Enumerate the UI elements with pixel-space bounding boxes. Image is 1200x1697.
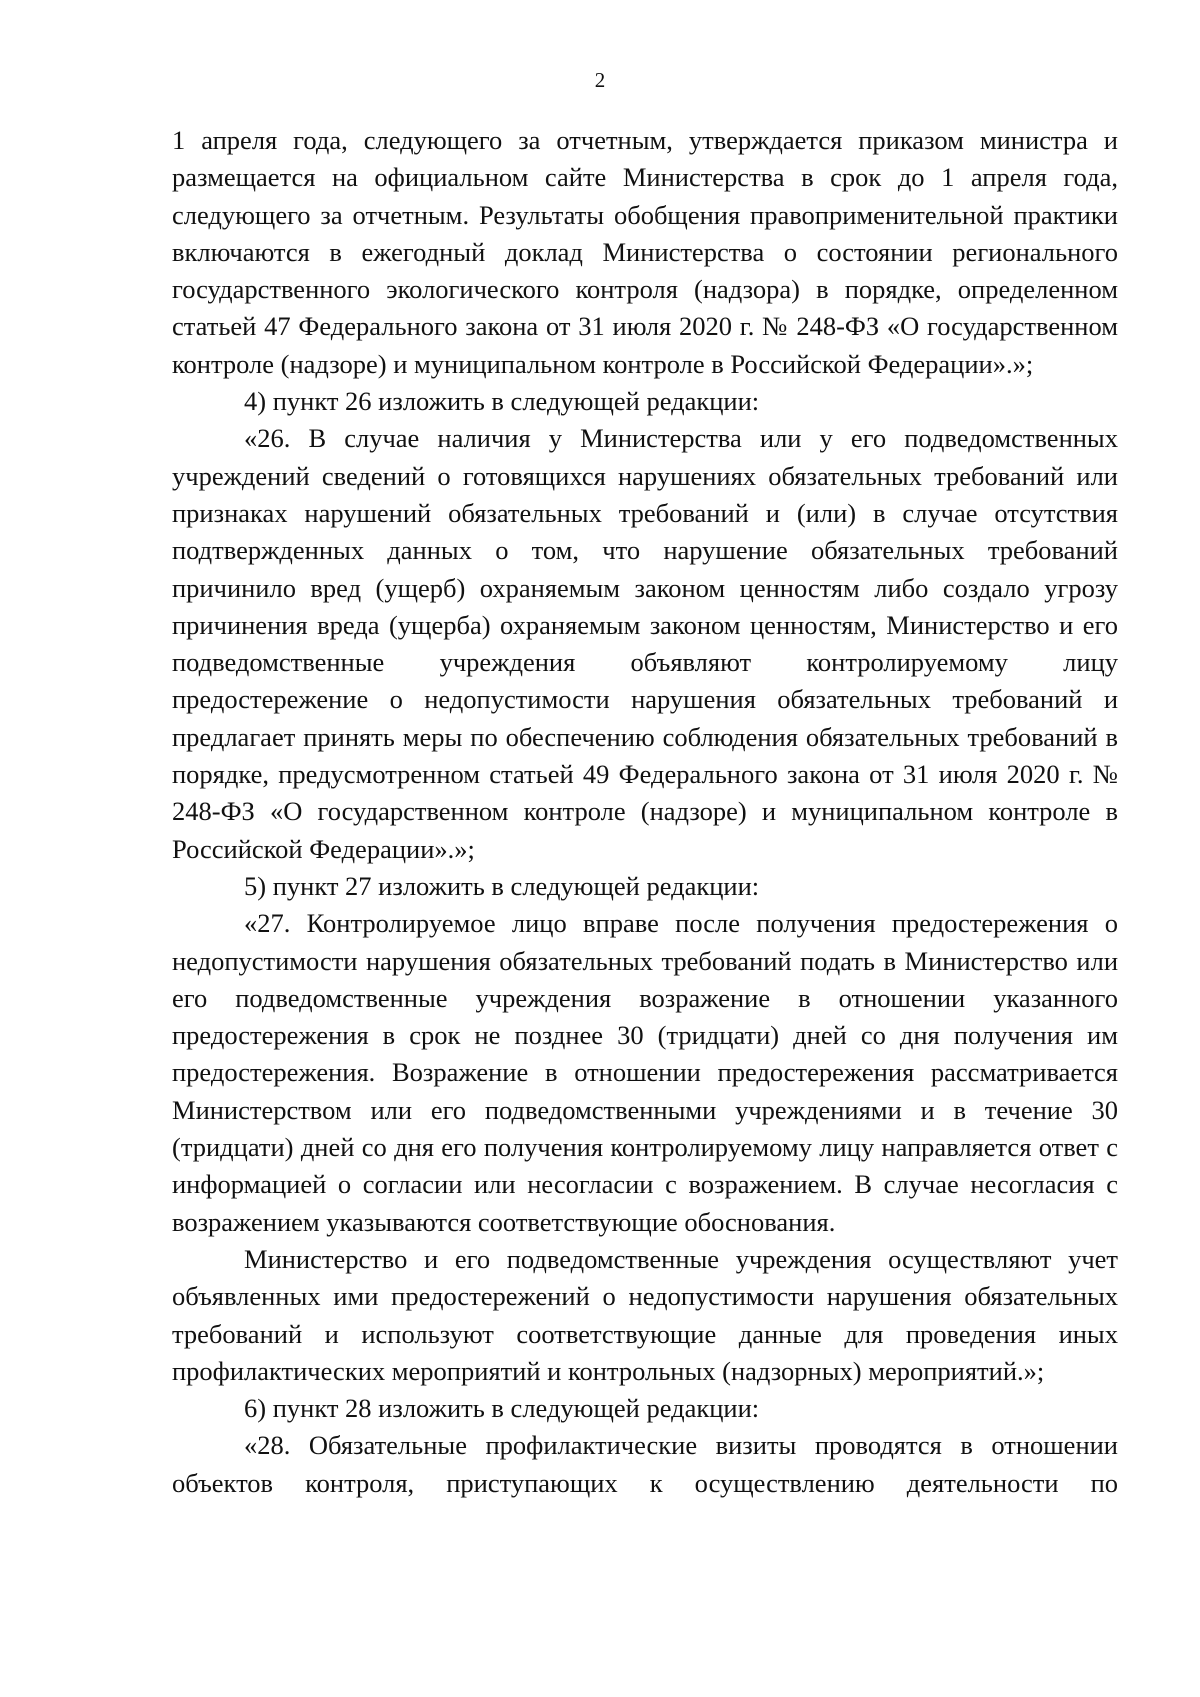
page-number: 2 — [594, 68, 606, 92]
paragraph-6: Министерство и его подведомственные учреждения осуществляют учет объявленных ими предостережений о недопустимости нарушения обязательных требований и используют соответствующие данные для проведения иных профилактических мероприятий и контрольных (надзорных) мероприятий.»; — [172, 1243, 1118, 1386]
paragraph-8: «28. Обязательные профилактические визиты проводятся в отношении объектов контроля, приступающих к осуществлению деятельности по — [172, 1430, 1118, 1498]
paragraph-4: 5) пункт 27 изложить в следующей редакции: — [244, 870, 760, 901]
paragraph-5: «27. Контролируемое лицо вправе после получения предостережения о недопустимости нарушения обязательных требований подать в Министерство или его подведомственные учреждения возражение в отношении указанного предостережения в срок не позднее 30 (тридцати) дней со дня получения им предостережения. Возражение в отношении предостережения рассматривается Министерством или его подведомственными учреждениями и в течение 30 (тридцати) дней со дня его получения контролируемому лицу направляется ответ с информацией о согласии или несогласии с возражением. В случае несогласия с возражением указываются соответствующие обоснования. — [172, 908, 1118, 1237]
paragraph-7: 6) пункт 28 изложить в следующей редакции: — [244, 1393, 760, 1424]
document-body — [172, 122, 1118, 1502]
paragraph-2: 4) пункт 26 изложить в следующей редакции: — [244, 386, 760, 417]
paragraph-3: «26. В случае наличия у Министерства или у его подведомственных учреждений сведений о готовящихся нарушениях обязательных требований или признаках нарушений обязательных требований и (или) в случае отсутствия подтвержденных данных о том, что нарушение обязательных требований причинило вред (ущерб) охраняемым законом ценностям либо создало угрозу причинения вреда (ущерба) охраняемым законом ценностям, Министерство и его подведомственные учреждения объявляют контролируемому лицу предостережение о недопустимости нарушения обязательных требований и предлагает принять меры по обеспечению соблюдения обязательных требований в порядке, предусмотренном статьей 49 Федерального закона от 31 июля 2020 г. № 248-ФЗ «О государственном контроле (надзоре) и муниципальном контроле в Российской Федерации».»; — [172, 423, 1118, 864]
paragraph-1: 1 апреля года, следующего за отчетным, утверждается приказом министра и размещается на официальном сайте Министерства в срок до 1 апреля года, следующего за отчетным. Результаты обобщения правоприменительной практики включаются в ежегодный доклад Министерства о состоянии регионального государственного экологического контроля (надзора) в порядке, определенном статьей 47 Федерального закона от 31 июля 2020 г. № 248-ФЗ «О государственном контроле (надзоре) и муниципальном контроле в Российской Федерации».»; — [172, 125, 1118, 379]
